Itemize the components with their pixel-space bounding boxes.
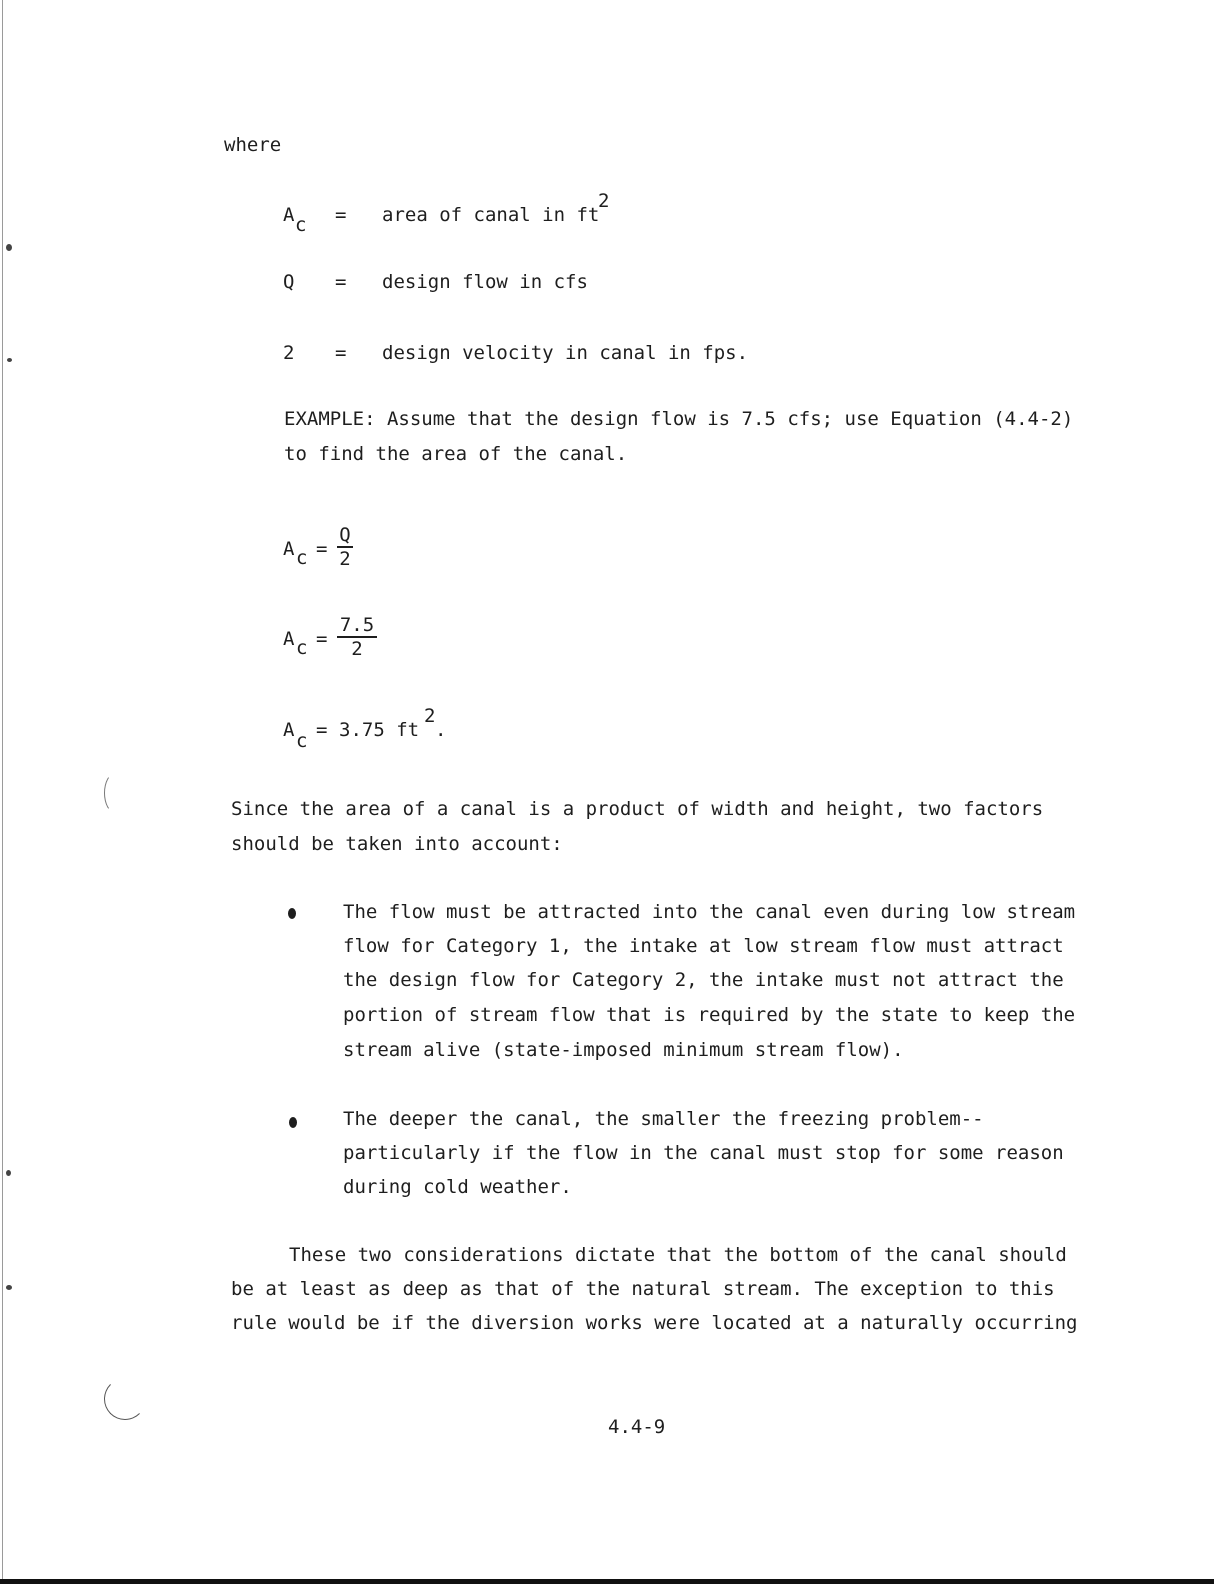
definition-text: design flow in cfs — [382, 271, 588, 293]
scan-dot — [6, 244, 12, 251]
bullet-line: particularly if the flow in the canal must stop for some reason — [343, 1142, 1064, 1164]
equation-subscript: c — [296, 730, 308, 752]
equation-lhs: A — [283, 538, 295, 560]
bullet-line: the design flow for Category 2, the intake must not attract the — [343, 969, 1064, 991]
equation-lhs: A — [283, 719, 295, 741]
definition-text: area of canal in ft — [382, 204, 600, 226]
equation-period: . — [435, 719, 447, 741]
paragraph-line: rule would be if the diversion works were located at a naturally occurring — [231, 1312, 1078, 1334]
bullet-line: The deeper the canal, the smaller the freezing problem-- — [343, 1108, 984, 1130]
equation-equals: = — [316, 719, 328, 741]
definition-symbol: 2 — [283, 342, 295, 364]
intro-text: where — [224, 134, 282, 156]
equation-equals: = — [316, 628, 328, 650]
equation-subscript: c — [296, 547, 308, 569]
paragraph-line: be at least as deep as that of the natural stream. The exception to this — [231, 1278, 1055, 1300]
paragraph-line: These two considerations dictate that the bottom of the canal should — [289, 1244, 1067, 1266]
scan-dot — [7, 358, 12, 362]
scan-dot — [6, 1170, 11, 1176]
bullet-line: flow for Category 1, the intake at low stream flow must attract — [343, 935, 1064, 957]
bullet-line: portion of stream flow that is required by the state to keep the — [343, 1004, 1076, 1026]
fraction-denominator: 2 — [339, 548, 351, 570]
equation-fraction — [337, 525, 353, 569]
definition-equals: = — [335, 342, 347, 364]
page-number: 4.4-9 — [608, 1416, 666, 1438]
scan-bottom-edge — [0, 1579, 1214, 1584]
bullet-line: The flow must be attracted into the canal even during low stream — [343, 901, 1076, 923]
definition-superscript: 2 — [598, 190, 610, 212]
fraction-denominator: 2 — [351, 638, 363, 660]
binding-hole-arc — [104, 1378, 146, 1420]
definition-subscript: c — [295, 214, 307, 236]
definition-equals: = — [335, 271, 347, 293]
example-line: EXAMPLE: Assume that the design flow is 7.5 cfs; use Equation (4.4-2) — [284, 408, 1074, 430]
paragraph-line: should be taken into account: — [231, 833, 563, 855]
binding-hole-arc — [104, 773, 126, 813]
scan-dot — [6, 1285, 12, 1290]
definition-text: design velocity in canal in fps. — [382, 342, 749, 364]
equation-subscript: c — [296, 637, 308, 659]
definition-equals: = — [335, 204, 347, 226]
bullet-line: stream alive (state-imposed minimum stream flow). — [343, 1039, 904, 1061]
fraction-numerator: 7.5 — [339, 614, 375, 636]
example-line: to find the area of the canal. — [284, 443, 628, 465]
equation-fraction — [337, 615, 377, 659]
equation-value: 3.75 ft — [339, 719, 420, 741]
scan-left-edge — [2, 0, 3, 1584]
bullet-marker — [289, 1117, 297, 1128]
equation-lhs: A — [283, 628, 295, 650]
bullet-line: during cold weather. — [343, 1176, 572, 1198]
bullet-marker — [288, 908, 296, 919]
definition-symbol: A — [283, 204, 295, 226]
fraction-numerator: Q — [339, 524, 351, 546]
paragraph-line: Since the area of a canal is a product of width and height, two factors — [231, 798, 1044, 820]
equation-superscript: 2 — [424, 705, 436, 727]
definition-symbol: Q — [283, 271, 295, 293]
equation-equals: = — [316, 538, 328, 560]
